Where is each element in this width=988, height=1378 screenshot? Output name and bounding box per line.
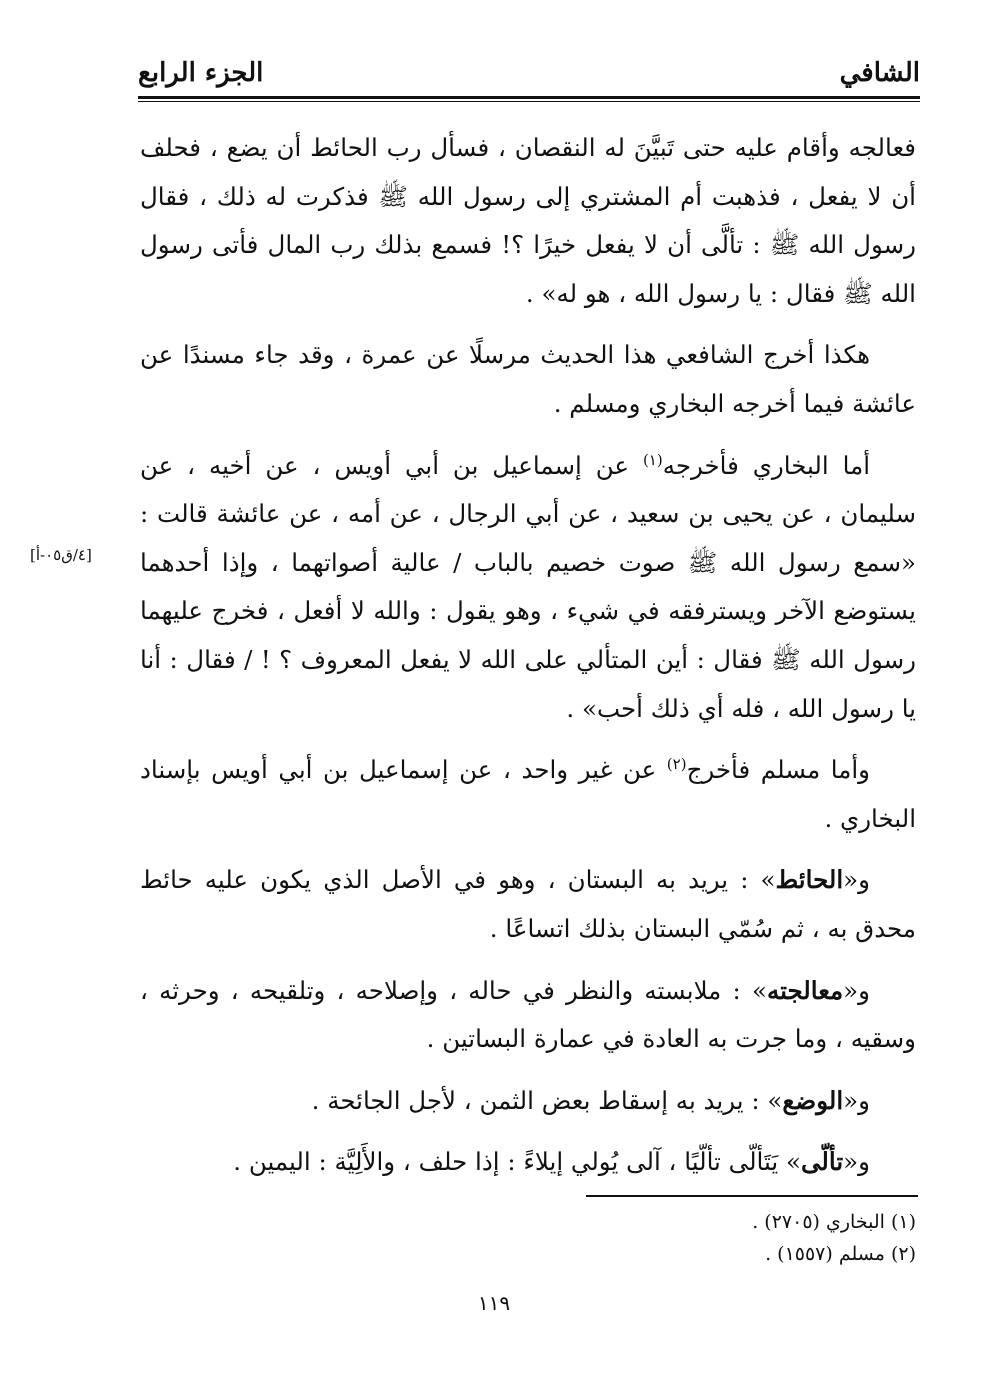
running-header xyxy=(138,52,920,96)
gloss-term-taalla: تألّى xyxy=(801,1147,844,1177)
bukhari-text: عن إسماعيل بن أبي أويس ، عن أخيه ، عن سليمان ، عن يحيى بن سعيد ، عن أبي الرجال ، عن أمه ، عن عائشة قالت : «سمع رسول الله ﷺ صوت خصيم بالباب / عالية أصواتهما ، وإذا أحدهما يستوضع الآخر ويسترفقه في شيء ، وهو يقول : والله لا أفعل ، فخرج عليهما رسول الله ﷺ فقال : أين المتألي على الله لا يفعل المعروف ؟ ! / فقال : أنا يا رسول الله ، فله أي ذلك أحب» . xyxy=(140,450,916,723)
paragraph-takhrij: هكذا أخرج الشافعي هذا الحديث مرسلًا عن عمرة ، وقد جاء مسندًا عن عائشة فيما أخرجه البخاري ومسلم . xyxy=(140,340,916,418)
page-number: ١١٩ xyxy=(477,1291,511,1315)
gloss-term-wad: الوضع xyxy=(782,1085,844,1115)
manuscript-folio-note: [٤/ق٠٥-أ] xyxy=(30,546,92,564)
gloss-definition: » : ملابسته والنظر في حاله ، وإصلاحه ، وتلقيحه ، وحرثه ، وسقيه ، وما جرت به العادة في عمارة البساتين . xyxy=(140,975,916,1054)
header-book-title: الشافي xyxy=(839,58,920,88)
header-volume: الجزء الرابع xyxy=(138,58,264,88)
footnote-2: (٢) مسلم (١٥٥٧) . xyxy=(765,1243,916,1265)
gloss-wad xyxy=(140,1077,916,1126)
page-body xyxy=(140,124,916,1200)
footnote-ref-1[interactable]: (١) xyxy=(642,450,663,469)
muslim-lead: وأما مسلم فأخرج xyxy=(686,755,870,785)
gloss-hait xyxy=(140,856,916,953)
gloss-definition: » يَتَألّى تألّيًا ، آلى يُولي إيلاءً : إذا حلف ، والأَلِيَّة : اليمين . xyxy=(233,1147,801,1177)
gloss-taalla xyxy=(140,1138,916,1187)
gloss-prefix: و« xyxy=(843,865,870,895)
gloss-term-muialaja: معالجته xyxy=(766,975,844,1005)
gloss-term-hait: الحائط xyxy=(775,865,844,895)
header-rule xyxy=(138,96,920,99)
paragraph-muslim xyxy=(140,746,916,843)
footnote-ref-2[interactable]: (٢) xyxy=(666,754,687,773)
gloss-prefix: و« xyxy=(843,975,870,1005)
gloss-prefix: و« xyxy=(843,1147,870,1177)
footnotes xyxy=(500,1206,916,1270)
gloss-definition: » : يريد به إسقاط بعض الثمن ، لأجل الجائحة . xyxy=(311,1085,783,1115)
muslim-text: عن غير واحد ، عن إسماعيل بن أبي أويس بإسناد البخاري . xyxy=(140,755,916,833)
gloss-prefix: و« xyxy=(843,1085,870,1115)
header-rule-thin xyxy=(138,101,920,102)
paragraph-bukhari xyxy=(140,442,916,734)
gloss-muialaja xyxy=(140,967,916,1064)
footnote-separator xyxy=(586,1195,918,1197)
footnote-1: (١) البخاري (٢٧٠٥) . xyxy=(752,1211,916,1233)
paragraph-hadith-end: فعالجه وأقام عليه حتى تَبيَّنَ له النقصان ، فسأل رب الحائط أن يضع ، فحلف أن لا يفعل ، فذهبت أم المشتري إلى رسول الله ﷺ فذكرت له ذلك ، فقال رسول الله ﷺ : تألَّى أن لا يفعل خيرًا ؟! فسمع بذلك رب المال فأتى رسول الله ﷺ فقال : يا رسول الله ، هو له» . xyxy=(140,133,916,308)
bukhari-lead: أما البخاري فأخرجه xyxy=(662,450,871,480)
gloss-definition: » : يريد به البستان ، وهو في الأصل الذي يكون عليه حائط محدق به ، ثم سُمّي البستان بذلك اتساعًا . xyxy=(140,865,916,943)
